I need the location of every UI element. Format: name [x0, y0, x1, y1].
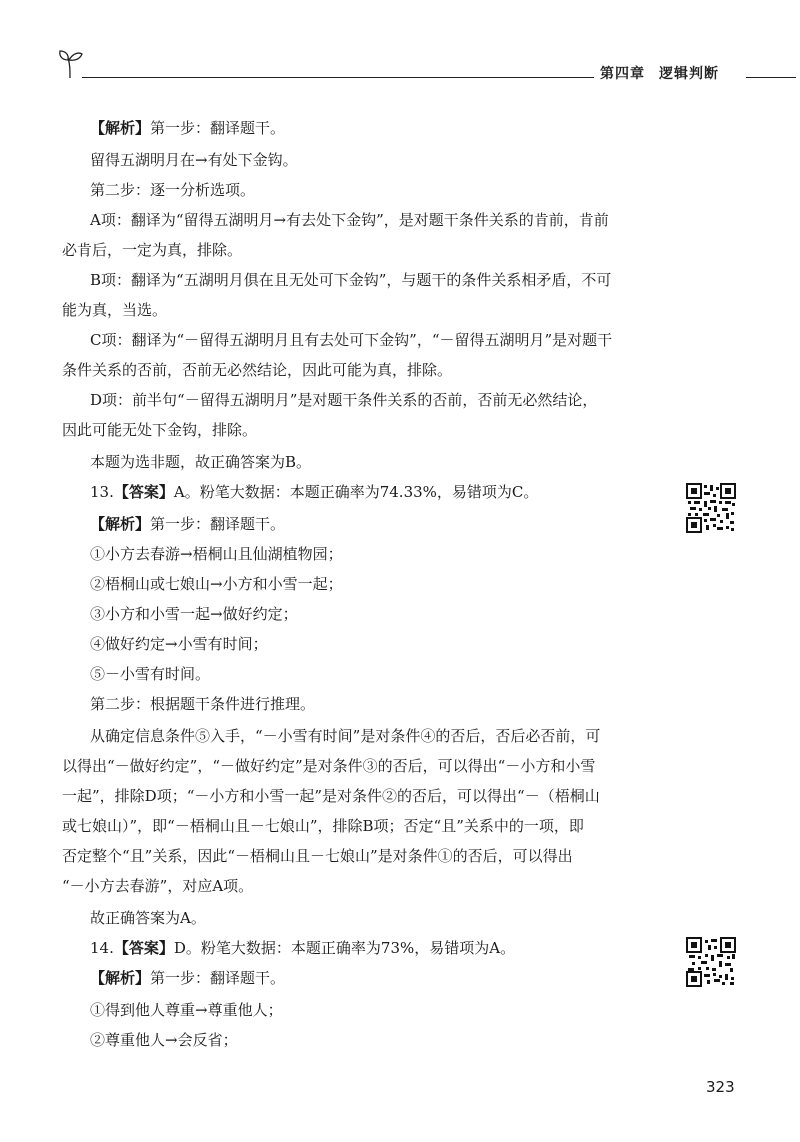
text-line: D项：前半句“－留得五湖明月”是对题干条件关系的否前，否前无必然结论， [90, 391, 598, 409]
text-line: ②尊重他人→会反省； [90, 1031, 238, 1049]
analysis-tag: 【解析】 [90, 515, 151, 533]
text-line: 一起”，排除D项；“－小方和小雪一起”是对条件②的否后，可以得出“－（梧桐山 [62, 787, 600, 805]
text-line: 能为真，当选。 [62, 301, 168, 319]
text-line: 从确定信息条件⑤入手，“－小雪有时间”是对条件④的否后，否后必否前，可 [90, 727, 601, 745]
text-line: 故正确答案为A。 [90, 909, 206, 927]
text-line: A项：翻译为“留得五湖明月→有去处下金钩”，是对题干条件关系的肯前，肯前 [90, 211, 609, 229]
sprout-logo-icon [58, 48, 84, 80]
qr-code-icon[interactable] [686, 937, 736, 987]
text-line: ①小方去春游→梧桐山且仙湖植物园； [90, 545, 343, 563]
text-line: ①得到他人尊重→尊重他人； [90, 1001, 283, 1019]
text-line: 以得出“－做好约定”，“－做好约定”是对条件③的否后，可以得出“－小方和小雪 [62, 757, 596, 775]
text-line: 或七娘山）”，即“－梧桐山且－七娘山”，排除B项；否定“且”关系中的一项，即 [62, 817, 584, 835]
answer-line-14: 14.【答案】D。粉笔大数据：本题正确率为73%，易错项为A。 [90, 939, 516, 957]
text-line: C项：翻译为“－留得五湖明月且有去处可下金钩”，“－留得五湖明月”是对题干 [90, 331, 613, 349]
text-line: 必肯后，一定为真，排除。 [62, 241, 243, 259]
chapter-number: 第四章 [600, 66, 645, 82]
header-rule-left [82, 77, 648, 78]
text-line: ⑤－小雪有时间。 [90, 665, 211, 683]
text-line: 第二步：根据题干条件进行推理。 [90, 695, 316, 713]
chapter-label [594, 63, 800, 83]
header-rule-right [746, 77, 796, 78]
analysis-heading-12: 【解析】第一步：翻译题干。 [90, 119, 286, 137]
running-header [58, 48, 798, 88]
page-number: 323 [706, 1078, 735, 1096]
text-line: 第二步：逐一分析选项。 [90, 181, 256, 199]
answer-tag: 【答案】 [113, 939, 174, 957]
answer-line-13: 13.【答案】A。粉笔大数据：本题正确率为74.33%，易错项为C。 [90, 483, 539, 501]
text-line: 否定整个“且”关系，因此“－梧桐山且－七娘山”是对条件①的否后，可以得出 [62, 847, 573, 865]
chapter-title: 逻辑判断 [659, 66, 719, 82]
answer-tag: 【答案】 [113, 483, 174, 501]
text-line: 本题为选非题，故正确答案为B。 [90, 453, 312, 471]
text-line: 因此可能无处下金钩，排除。 [62, 421, 258, 439]
analysis-tag: 【解析】 [90, 969, 151, 987]
text-line: “－小方去春游”，对应A项。 [62, 877, 254, 895]
text-line: ③小方和小雪一起→做好约定； [90, 605, 298, 623]
text-line: B项：翻译为“五湖明月俱在且无处可下金钩”，与题干的条件关系相矛盾，不可 [90, 271, 612, 289]
text-line: 条件关系的否前，否前无必然结论，因此可能为真，排除。 [62, 361, 453, 379]
text-line: ④做好约定→小雪有时间； [90, 635, 268, 653]
text-line: ②梧桐山或七娘山→小方和小雪一起； [90, 575, 343, 593]
text-line: 留得五湖明月在→有处下金钩。 [90, 151, 298, 169]
analysis-heading-13: 【解析】第一步：翻译题干。 [90, 515, 286, 533]
analysis-tag: 【解析】 [90, 119, 151, 137]
analysis-heading-14: 【解析】第一步：翻译题干。 [90, 969, 286, 987]
qr-code-icon[interactable] [686, 483, 736, 533]
